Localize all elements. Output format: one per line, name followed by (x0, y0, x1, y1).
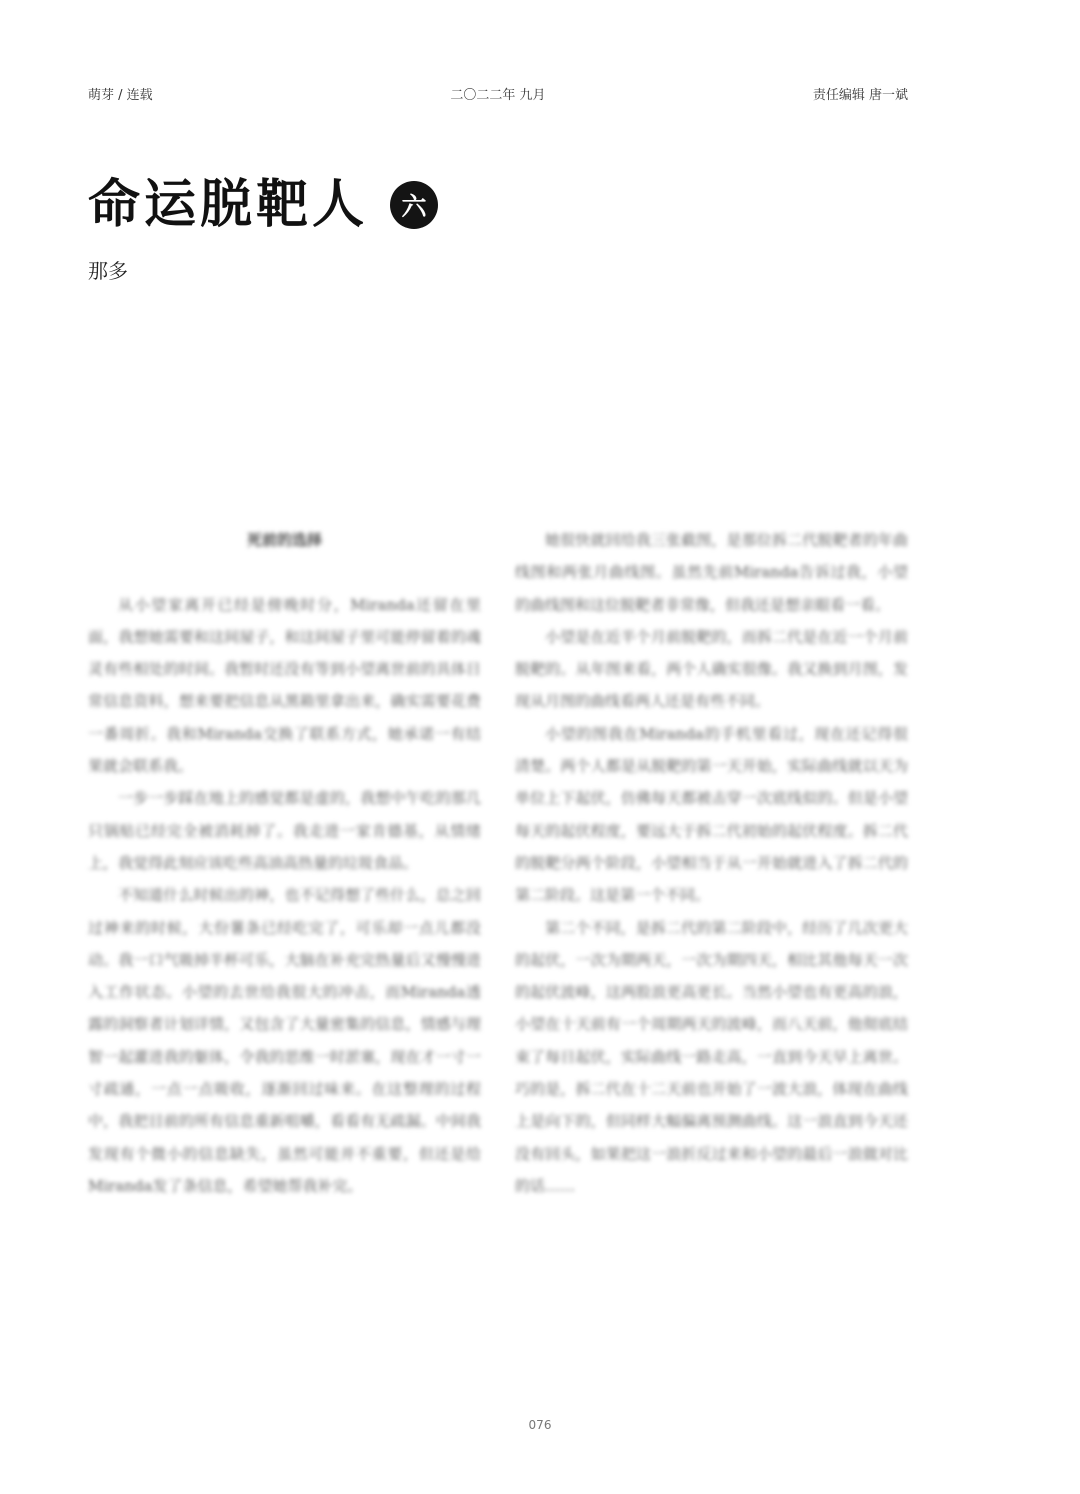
running-header (88, 84, 908, 104)
author-name: 那多 (88, 259, 128, 283)
paragraph: 她很快就回给我三张截图，是那位拆二代脱靶者的年曲线图和两张月曲线图。虽然先前Miranda告诉过我，小望的曲线图和这位脱靶者非常像，但我还是想亲眼看一看。 (515, 531, 908, 614)
header-section-label: 萌芽 / 连载 (88, 88, 153, 103)
header-editor: 责任编辑 唐一斌 (812, 88, 908, 103)
header-issue-date: 二〇二二年 九月 (450, 88, 546, 103)
paragraph: 不知道什么时候出的神，也不记得想了些什么，总之回过神来的时候，大份薯条已经吃完了，可乐却一点儿都没动。我一口气吸掉半杯可乐，大脑在补充完热量后又慢慢进入工作状态。小望的去世给我很大的冲击，而Miranda透露的洞察者计划详情，又包含了大量密集的信息，情感与理智一起灌进我的躯体，令我的思维一时淤塞，现在才一寸一寸疏通，一点一点吸收，逐渐回过味来。在这整理的过程中，我把目前的所有信息重新咀嚼，看看有无疏漏。中间我发现有个微小的信息缺失，虽然可能并不重要，但还是给Miranda发了条信息，希望她帮我补完。 (88, 886, 481, 1195)
section-title: 死前的选择 (246, 531, 322, 549)
title-block (88, 170, 438, 240)
paragraph: 小望的图我在Miranda的手机里看过，现在还记得很清楚。两个人都是从脱靶的第一天开始，实际曲线就以天为单位上下起伏，仿佛每天都被击穿一次底线似的。但是小望每天的起伏程度，要远大于拆二代初始的起伏程度。拆二代的脱靶分两个阶段，小望相当于从一开始就进入了拆二代的第二阶段。这是第一个不同。 (515, 724, 908, 905)
paragraph: 从小望家离开已经是傍晚时分，Miranda还留在里面，我想她需要和这间屋子，和这间屋子里可能停留着的魂灵有些相处的时间。我暂时还没有等到小望离世前的具体日常信息资料，想来要把信息从黑箱里拿出来，确实需要花费一番周折。我和Miranda交换了联系方式，她承诺一有结果就会联系我。 (88, 595, 481, 776)
chapter-number-badge: 六 (390, 181, 438, 229)
article-title: 命运脱靶人 (88, 174, 369, 235)
text-column-right (515, 524, 908, 1202)
paragraph: 小望是在近半个月前脱靶的，而拆二代是在近一个月前脱靶的。从年图来看，两个人确实很像。我又换到月图，发现从月图的曲线看两人还是有些不同。 (515, 627, 908, 711)
paragraph: 第二个不同，是拆二代的第二阶段中，经历了几次更大的起伏，一次为期两天，一次为期四天，相比其他每天一次的起伏波峰，这两股浪更高更长。当然小望也有更高的浪，小望在十天前有一个周期两天的波峰，而八天前，他彻底结束了每日起伏，实际曲线一路走高，一直到今天早上离世。巧的是，拆二代在十二天前也开始了一波大浪，体现在曲线上是向下的，但同样大幅偏离预测曲线。这一浪直到今天还没有回头，如果把这一浪折反过来和小望的最后一浪做对比的话…… (515, 918, 908, 1195)
page-number: 076 (528, 1418, 552, 1432)
paragraph: 一步一步踩在地上的感觉都是虚的，我想中午吃的那几只锅贴已经完全被消耗掉了。我走进一家肯德基，从情绪上，我觉得此刻应该吃些高油高热量的垃圾食品。 (88, 789, 481, 872)
text-column-left (88, 524, 481, 1202)
